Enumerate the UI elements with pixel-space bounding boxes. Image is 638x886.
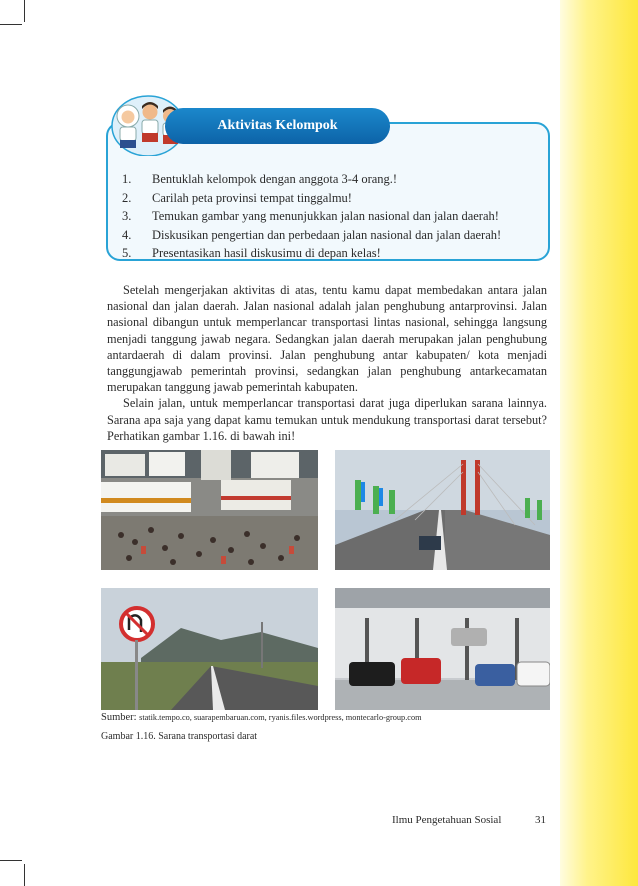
paragraph: Setelah mengerjakan aktivitas di atas, tentu kamu dapat membedakan antara jalan nasional dan jalan daerah. Jalan nasional adalah jalan penghubung antarprovinsi. Jalan nasional dibangun untuk memperlancar transportasi lintas nasional, sehingga langsung menjadi tanggung jawab negara. Sedangkan jalan daerah merupakan jalan penghubung antardaerah di dalam provinsi. Jalan penghubung antar kabupaten/ kota menjadi tanggungjawab pemerintah provinsi, sedangkan jalan penghubung antarkecamatan merupakan tanggung jawab pemerintah kabupaten. <box>107 283 547 395</box>
activity-title: Aktivitas Kelompok <box>217 118 338 133</box>
source-urls: statik.tempo.co, suarapembaruan.com, ryanis.files.wordpress, montecarlo-group.com <box>139 713 422 722</box>
activity-title-banner <box>165 108 390 144</box>
list-item <box>122 170 501 189</box>
crop-mark <box>0 24 22 25</box>
item-number: 5. <box>122 246 132 260</box>
crop-mark <box>24 0 25 22</box>
page-side-band <box>560 0 638 886</box>
body-text <box>107 282 547 444</box>
figure-source <box>101 712 422 723</box>
item-number: 1. <box>122 172 132 186</box>
item-number: 2. <box>122 190 132 205</box>
photo-parking-garage <box>335 588 550 710</box>
list-item <box>122 207 501 226</box>
item-text: Carilah peta provinsi tempat tinggalmu! <box>152 190 352 205</box>
list-item <box>122 189 501 208</box>
footer-book-title: Ilmu Pengetahuan Sosial <box>392 814 502 826</box>
photo-bridge-road <box>335 450 550 570</box>
paragraph: Selain jalan, untuk memperlancar transportasi darat juga diperlukan sarana lainnya. Sarana apa saja yang dapat kamu temukan untuk mendukung transportasi darat tersebut? Perhatikan gambar 1.16. di bawah ini! <box>107 396 547 443</box>
photo-bus-terminal <box>101 450 318 570</box>
item-text: Presentasikan hasil diskusimu di depan kelas! <box>152 246 381 260</box>
page-number: 31 <box>535 814 546 826</box>
item-text: Temukan gambar yang menunjukkan jalan nasional dan jalan daerah! <box>152 209 499 223</box>
source-label: Sumber: <box>101 712 137 723</box>
item-text: Bentuklah kelompok dengan anggota 3-4 orang.! <box>152 172 398 186</box>
item-number: 3. <box>122 209 132 223</box>
item-number: 4. <box>122 227 132 242</box>
crop-mark <box>0 860 22 861</box>
figure-caption: Gambar 1.16. Sarana transportasi darat <box>101 731 258 742</box>
photo-road-sign <box>101 588 318 710</box>
activity-task-list <box>122 170 501 263</box>
item-text: Diskusikan pengertian dan perbedaan jalan nasional dan jalan daerah! <box>152 227 502 242</box>
list-item <box>122 226 501 245</box>
crop-mark <box>24 864 25 886</box>
list-item <box>122 244 501 263</box>
